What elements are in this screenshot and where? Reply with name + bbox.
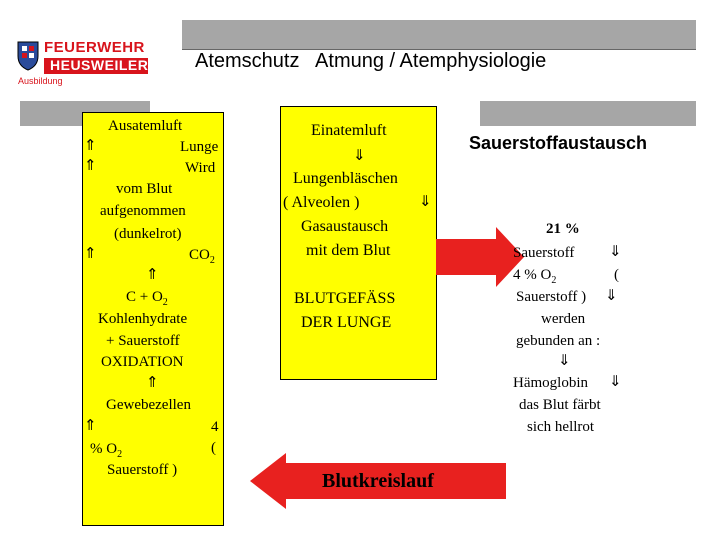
lungenblaeschen-label: Lungenbläschen [293, 170, 398, 187]
gebunden-label: gebunden an : [516, 333, 601, 349]
header-bar [182, 20, 696, 49]
logo-line1: FEUERWEHR [44, 39, 145, 56]
paren-label: ( [614, 267, 619, 283]
down-arrow-icon: ⇓ [558, 353, 571, 369]
co2-label: $CO_2$ [189, 247, 215, 266]
vom-blut-label: vom Blut [116, 181, 173, 197]
up-arrow-icon: ⇑ [84, 246, 97, 262]
up-arrow-icon: ⇑ [84, 138, 97, 154]
lunge-label: Lunge [180, 139, 219, 155]
gasaustausch-label: Gasaustausch [301, 218, 389, 235]
up-arrow-icon: ⇑ [84, 158, 97, 174]
einatemluft-label: Einatemluft [311, 122, 387, 139]
pct4-o2-label: 4 % $O_2$ [513, 267, 557, 286]
sauerstoff-close-label: Sauerstoff ) [516, 289, 587, 305]
up-arrow-icon: ⇑ [84, 418, 97, 434]
paren-label: ( [211, 440, 216, 456]
down-arrow-icon: ⇓ [609, 374, 622, 390]
sauerstoff-close-label: Sauerstoff ) [107, 462, 178, 478]
mit-dem-blut-label: mit dem Blut [306, 242, 391, 259]
plus-sauerstoff-label: + Sauerstoff [106, 333, 180, 349]
right-grey-bar [480, 101, 696, 126]
blut-faerbt-label: das Blut färbt [519, 397, 601, 413]
sauerstoff-label: Sauerstoff [513, 245, 575, 261]
page-title: Atemschutz Atmung / Atemphysiologie [195, 50, 547, 72]
up-arrow-icon: ⇑ [146, 267, 159, 283]
kohlenhydrate-label: Kohlenhydrate [98, 311, 188, 327]
haemoglobin-label: Hämoglobin [513, 375, 588, 391]
down-arrow-icon: ⇓ [605, 288, 618, 304]
oxidation-label: OXIDATION [101, 354, 184, 370]
c-plus-o2-label: $C + O_2$ [126, 289, 168, 308]
werden-label: werden [541, 311, 586, 327]
der-lunge-label: DER LUNGE [301, 314, 392, 331]
logo-line3: Ausbildung [18, 76, 63, 86]
four-label: 4 [211, 419, 219, 435]
blutgefaess-label: BLUTGEFÄSS [294, 290, 396, 307]
gewebezellen-label: Gewebezellen [106, 397, 191, 413]
aufgenommen-label: aufgenommen [100, 203, 186, 219]
sauerstoffaustausch-title: Sauerstoffaustausch [469, 133, 648, 153]
blutkreislauf-label: Blutkreislauf [322, 470, 434, 492]
logo-line2: HEUSWEILER [50, 57, 149, 73]
down-arrow-icon: ⇓ [419, 194, 432, 210]
percent-o2-label: % $O_2$ [90, 441, 123, 460]
sich-hellrot-label: sich hellrot [527, 419, 595, 435]
alveolen-label: ( Alveolen ) [283, 194, 360, 211]
dunkelrot-label: (dunkelrot) [114, 226, 182, 242]
logo [0, 20, 150, 90]
wird-label: Wird [185, 160, 216, 176]
ausatemluft-label: Ausatemluft [108, 118, 183, 134]
down-arrow-icon: ⇓ [353, 148, 366, 164]
down-arrow-icon: ⇓ [609, 244, 622, 260]
up-arrow-icon: ⇑ [146, 375, 159, 391]
pct21-label: 21 % [546, 221, 580, 237]
